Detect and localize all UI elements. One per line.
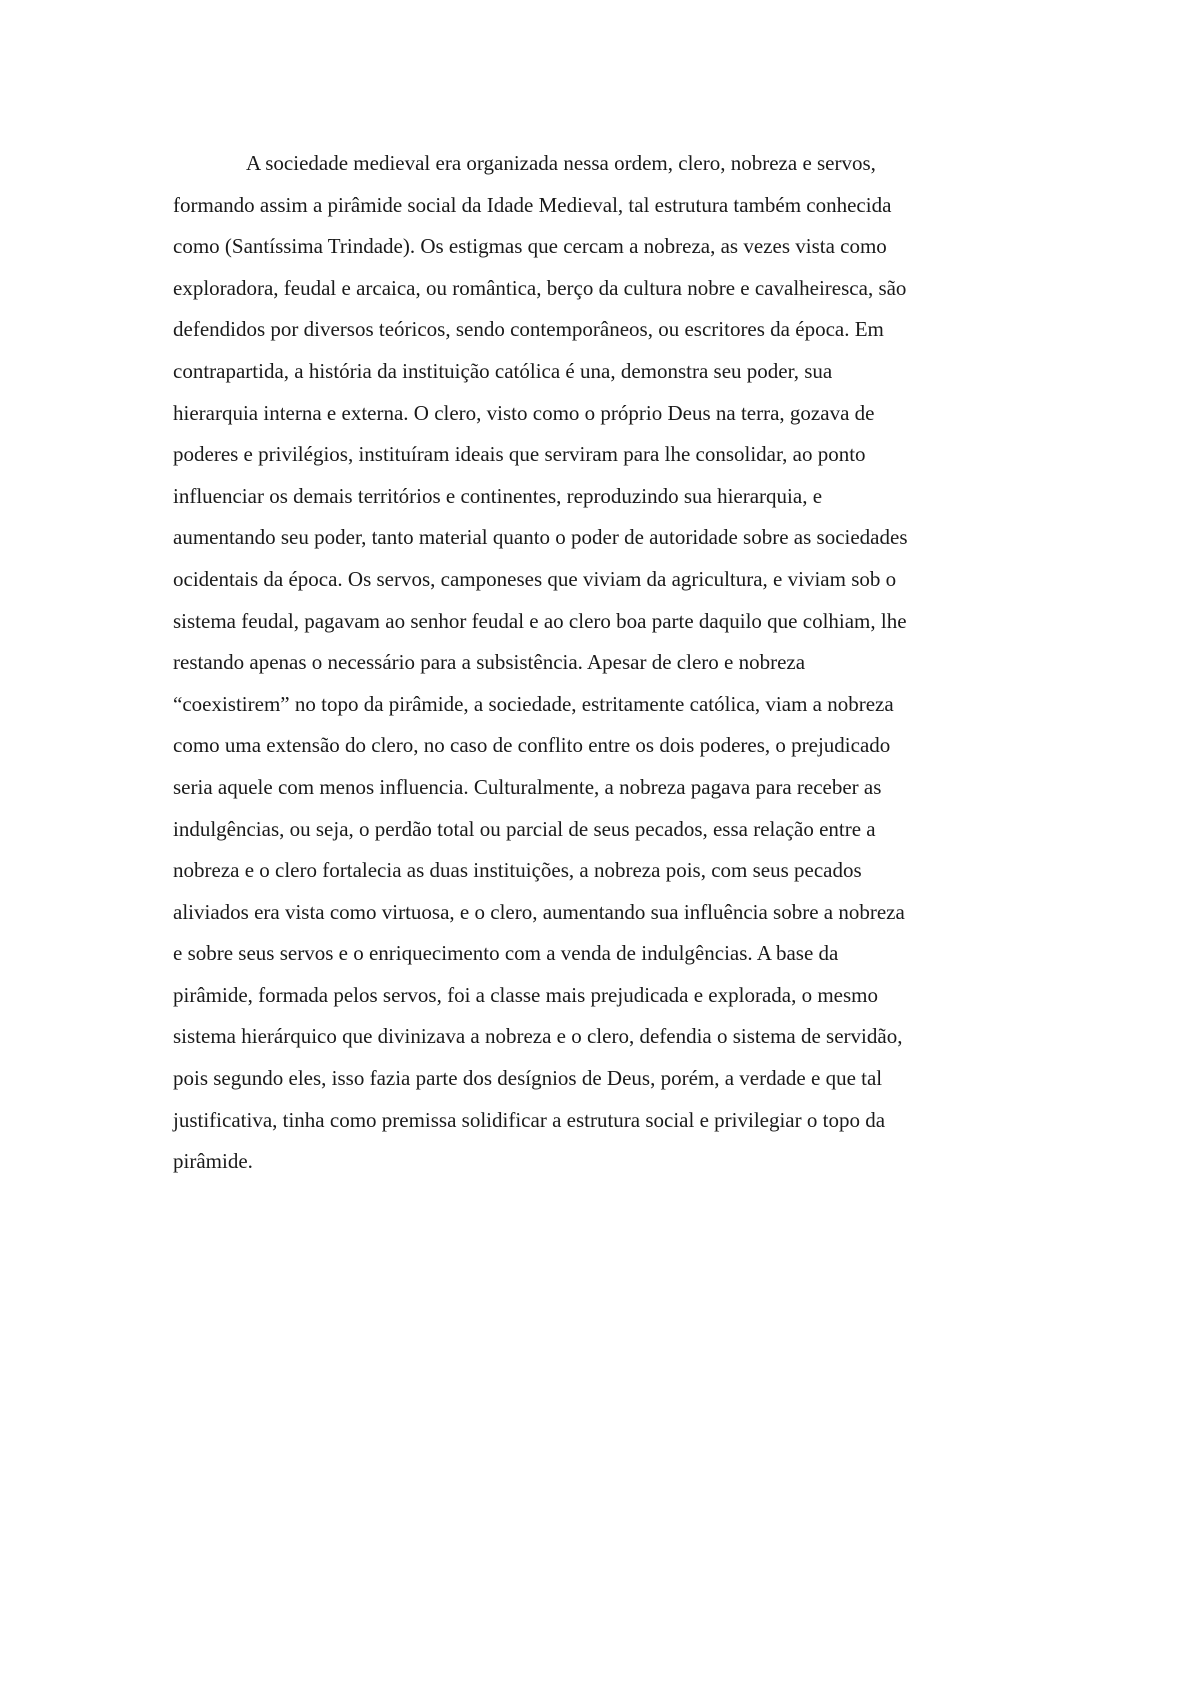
- paragraph-line: A sociedade medieval era organizada nessa ordem, clero, nobreza e servos,: [246, 151, 876, 175]
- body-paragraph: [173, 143, 1043, 1183]
- paragraph-line: restando apenas o necessário para a subsistência. Apesar de clero e nobreza: [173, 650, 806, 675]
- paragraph-line: pois segundo eles, isso fazia parte dos desígnios de Deus, porém, a verdade e que tal: [173, 1066, 883, 1091]
- paragraph-line: sistema hierárquico que divinizava a nobreza e o clero, defendia o sistema de servidão,: [173, 1024, 903, 1049]
- paragraph-line: hierarquia interna e externa. O clero, visto como o próprio Deus na terra, gozava de: [173, 400, 875, 425]
- paragraph-line: “coexistirem” no topo da pirâmide, a sociedade, estritamente católica, viam a nobreza: [173, 691, 894, 716]
- paragraph-line: exploradora, feudal e arcaica, ou romântica, berço da cultura nobre e cavalheiresca, são: [173, 275, 907, 300]
- paragraph-line: e sobre seus servos e o enriquecimento com a venda de indulgências. A base da: [173, 941, 839, 966]
- paragraph-line: nobreza e o clero fortalecia as duas instituições, a nobreza pois, com seus pecados: [173, 858, 862, 883]
- paragraph-line: justificativa, tinha como premissa solidificar a estrutura social e privilegiar o topo da: [173, 1107, 886, 1132]
- paragraph-line: aliviados era vista como virtuosa, e o clero, aumentando sua influência sobre a nobreza: [173, 899, 905, 924]
- paragraph-line: sistema feudal, pagavam ao senhor feudal e ao clero boa parte daquilo que colhiam, lhe: [173, 608, 907, 633]
- paragraph-line: como uma extensão do clero, no caso de conflito entre os dois poderes, o prejudicado: [173, 733, 891, 758]
- paragraph-line: indulgências, ou seja, o perdão total ou parcial de seus pecados, essa relação entre a: [173, 816, 876, 841]
- paragraph-line: defendidos por diversos teóricos, sendo contemporâneos, ou escritores da época. Em: [173, 317, 884, 342]
- paragraph-line: contrapartida, a história da instituição católica é una, demonstra seu poder, sua: [173, 358, 833, 383]
- paragraph-line: pirâmide, formada pelos servos, foi a classe mais prejudicada e explorada, o mesmo: [173, 982, 879, 1007]
- paragraph-line: aumentando seu poder, tanto material quanto o poder de autoridade sobre as sociedades: [173, 525, 908, 550]
- paragraph-line: formando assim a pirâmide social da Idade Medieval, tal estrutura também conhecida: [173, 192, 892, 217]
- paragraph-line: poderes e privilégios, instituíram ideais que serviram para lhe consolidar, ao ponto: [173, 442, 866, 467]
- paragraph-line: pirâmide.: [173, 1149, 253, 1174]
- paragraph-line: seria aquele com menos influencia. Culturalmente, a nobreza pagava para receber as: [173, 774, 882, 799]
- paragraph-line: ocidentais da época. Os servos, camponeses que viviam da agricultura, e viviam sob o: [173, 566, 897, 591]
- paragraph-line: influenciar os demais territórios e continentes, reproduzindo sua hierarquia, e: [173, 483, 823, 508]
- paragraph-line: como (Santíssima Trindade). Os estigmas que cercam a nobreza, as vezes vista como: [173, 234, 887, 259]
